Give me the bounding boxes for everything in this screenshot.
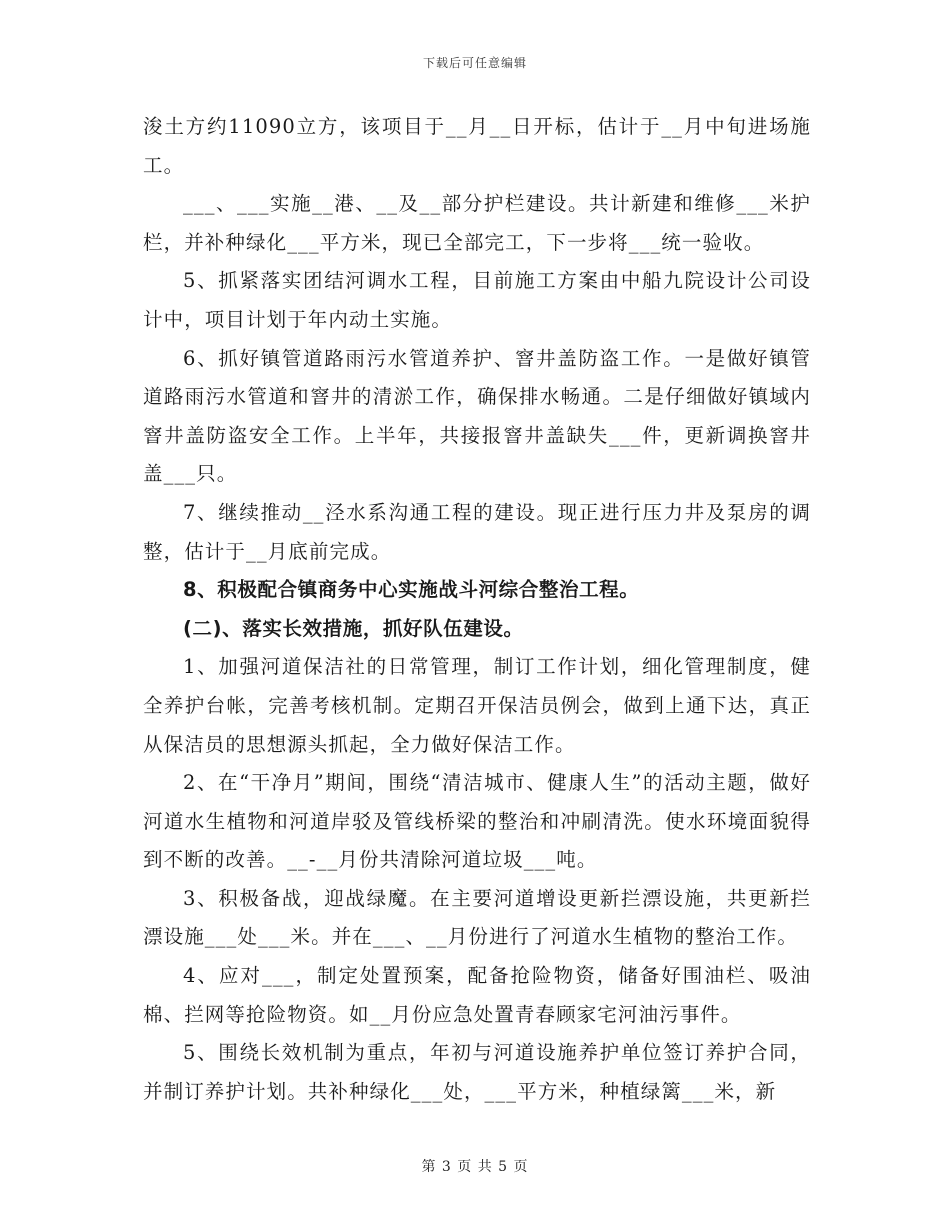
section-heading-2: (二)、落实长效措施，抓好队伍建设。 [183, 616, 524, 640]
paragraph-continuation: 浚土方约11090立方，该项目于__月__日开标，估计于__月中旬进场施工。 [143, 115, 811, 177]
paragraph-subitem-5: 5、围绕长效机制为重点，年初与河道设施养护单位签订养护合同，并制订养护计划。共补种绿化___处，___平方米，种植绿篱___米，新 [143, 1041, 811, 1103]
paragraph-subitem-1: 1、加强河道保洁社的日常管理，制订工作计划，细化管理制度，健全养护台帐，完善考核机制。定期召开保洁员例会，做到上通下达，真正从保洁员的思想源头抓起，全力做好保洁工作。 [143, 655, 811, 756]
paragraph-guardrail: ___、___实施__港、__及__部分护栏建设。共计新建和维修___米护栏，并补种绿化___平方米，现已全部完工，下一步将___统一验收。 [143, 192, 811, 254]
paragraph-subitem-3: 3、积极备战，迎战绿魔。在主要河道增设更新拦漂设施，共更新拦漂设施___处___米。并在___、__月份进行了河道水生植物的整治工作。 [143, 886, 811, 949]
paragraph-item-5: 5、抓紧落实团结河调水工程，目前施工方案由中船九院设计公司设计中，项目计划于年内动土实施。 [143, 269, 811, 331]
paragraph-item-6: 6、抓好镇管道路雨污水管道养护、窨井盖防盗工作。一是做好镇管道路雨污水管道和窨井的清淤工作，确保排水畅通。二是仔细做好镇域内窨井盖防盗安全工作。上半年，共接报窨井盖缺失___件，更新调换窨井盖___只。 [143, 346, 811, 486]
paragraph-subitem-4: 4、应对___，制定处置预案，配备抢险物资，储备好围油栏、吸油棉、拦网等抢险物资。如__月份应急处置青春顾家宅河油污事件。 [143, 964, 811, 1026]
paragraph-subitem-2: 2、在“干净月”期间，围绕“清洁城市、健康人生”的活动主题，做好河道水生植物和河道岸驳及管线桥梁的整治和冲刷清洗。使水环境面貌得到不断的改善。__-__月份共清除河道垃圾___吨。 [143, 771, 811, 872]
document-body [143, 108, 811, 1111]
header-note: 下载后可任意编辑 [422, 56, 527, 70]
paragraph-item-7: 7、继续推动__泾水系沟通工程的建设。现正进行压力井及泵房的调整，估计于__月底前完成。 [143, 500, 811, 563]
page-number: 第 3 页 共 5 页 [421, 1159, 529, 1175]
paragraph-item-8: 8、积极配合镇商务中心实施战斗河综合整治工程。 [183, 578, 640, 602]
